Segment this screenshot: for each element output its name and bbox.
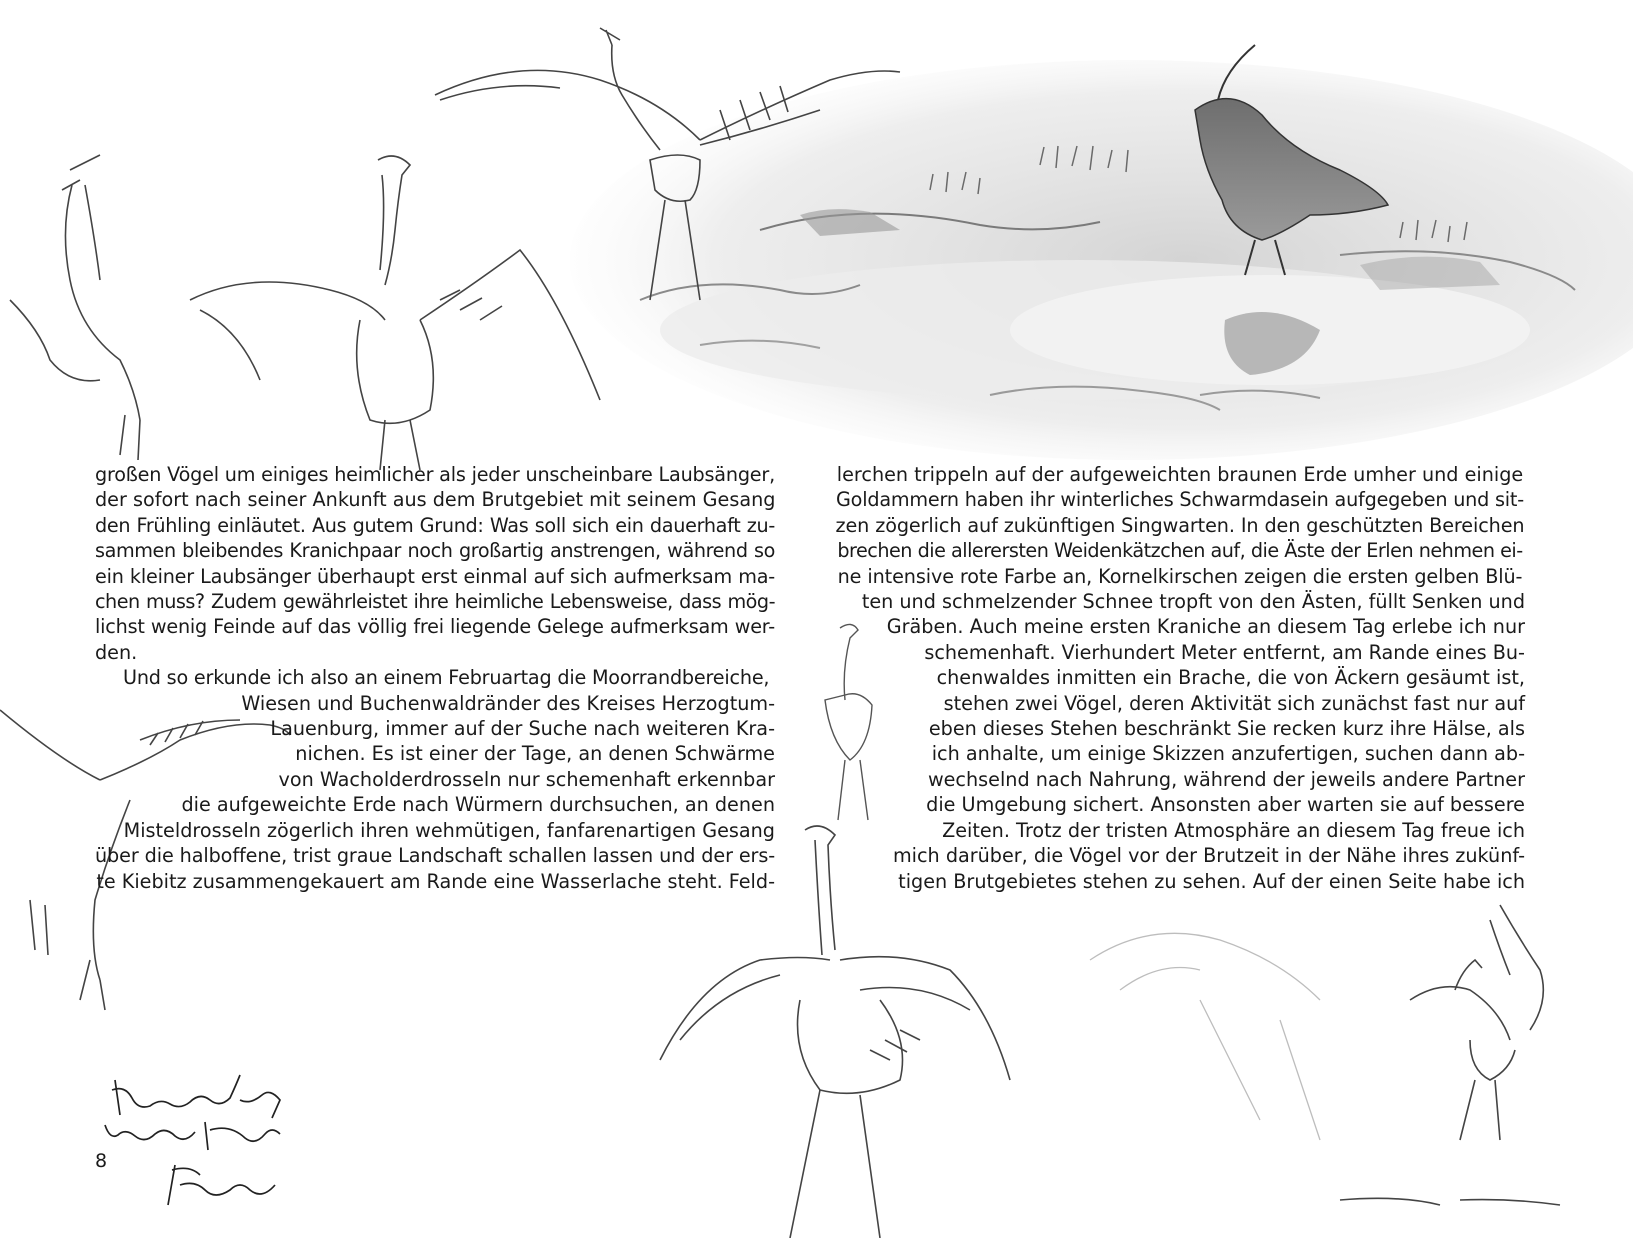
text-line: lichst wenig Feinde auf das völlig frei liegende Gelege aufmerksam wer- xyxy=(95,615,775,639)
text-line: über die halboffene, trist graue Landschaft schallen lassen und der ers- xyxy=(95,844,776,868)
text-column-right xyxy=(835,462,1525,894)
text-line: Goldammern haben ihr winterliches Schwarmdasein aufgegeben und sit- xyxy=(836,488,1524,512)
text-line: den. xyxy=(95,640,138,664)
text-line: brechen die allerersten Weidenkätzchen auf, die Äste der Erlen nehmen ei- xyxy=(837,539,1523,563)
text-line: ich anhalte, um einige Skizzen anzufertigen, suchen dann ab- xyxy=(931,742,1525,766)
text-line: Gräben. Auch meine ersten Kraniche an diesem Tag erlebe ich nur xyxy=(886,615,1525,639)
text-line: lerchen trippeln auf der aufgeweichten braunen Erde umher und einige xyxy=(836,463,1524,486)
text-line: mich darüber, die Vögel vor der Brutzeit in der Nähe ihres zukünf- xyxy=(892,844,1525,868)
text-line: Lauenburg, immer auf der Suche nach weiteren Kra- xyxy=(270,717,775,741)
text-line: wechselnd nach Nahrung, während der jeweils andere Partner xyxy=(927,767,1525,791)
crane-sketch-spread-wings xyxy=(190,156,600,470)
text-line: von Wacholderdrosseln nur schemenhaft erkennbar xyxy=(278,767,775,791)
text-column-left xyxy=(95,462,775,894)
text-line: zen zögerlich auf zukünftigen Singwarten. In den geschützten Bereichen xyxy=(835,513,1525,537)
text-line: nichen. Es ist einer der Tage, an denen Schwärme xyxy=(295,742,775,766)
text-line: Wiesen und Buchenwaldränder des Kreises Herzogtum- xyxy=(241,691,775,715)
text-line: ten und schmelzender Schnee tropft von den Ästen, füllt Senken und xyxy=(861,590,1525,614)
wetland-landscape-sketch xyxy=(570,60,1633,460)
text-line: der sofort nach seiner Ankunft aus dem Brutgebiet mit seinem Gesang xyxy=(95,488,776,512)
crane-sketch-dancing xyxy=(1340,905,1560,1205)
text-line: schemenhaft. Vierhundert Meter entfernt, am Rande eines Bu- xyxy=(924,640,1525,664)
text-line: die aufgeweichte Erde nach Würmern durchsuchen, an denen xyxy=(181,793,775,817)
text-line: den Frühling einläutet. Aus gutem Grund: Was soll sich ein dauerhaft zu- xyxy=(95,513,775,537)
text-line: Misteldrosseln zögerlich ihren wehmütigen, fanfarenartigen Gesang xyxy=(123,818,775,842)
text-line: chenwaldes inmitten ein Brache, die von Äckern gesäumt ist, xyxy=(936,666,1525,690)
page-number: 8 xyxy=(95,1150,108,1172)
text-line: ein kleiner Laubsänger überhaupt erst einmal auf sich aufmerksam ma- xyxy=(95,564,775,588)
handwritten-caption xyxy=(105,1075,280,1205)
text-line: Zeiten. Trotz der tristen Atmosphäre an diesem Tag freue ich xyxy=(942,818,1525,842)
text-line: chen muss? Zudem gewährleistet ihre heimliche Lebensweise, dass mög- xyxy=(95,590,775,614)
text-line: ne intensive rote Farbe an, Kornelkirschen zeigen die ersten gelben Blü- xyxy=(837,564,1523,588)
text-line: sammen bleibendes Kranichpaar noch großartig anstrengen, während so xyxy=(95,539,775,563)
text-line: eben dieses Stehen beschränkt Sie recken kurz ihre Hälse, als xyxy=(928,717,1525,741)
text-line: Und so erkunde ich also an einem Februartag die Moorrandbereiche, xyxy=(123,666,770,690)
text-line: die Umgebung sichert. Ansonsten aber warten sie auf bessere xyxy=(926,793,1525,817)
crane-sketch-faint-group xyxy=(1090,933,1320,1140)
text-line: tigen Brutgebietes stehen zu sehen. Auf der einen Seite habe ich xyxy=(898,869,1525,893)
text-line: stehen zwei Vögel, deren Aktivität sich zunächst fast nur auf xyxy=(943,691,1525,715)
crane-sketch-top-left xyxy=(10,155,140,460)
text-line: großen Vögel um einiges heimlicher als jeder unscheinbare Laubsänger, xyxy=(95,463,775,486)
text-line: te Kiebitz zusammengekauert am Rande eine Wasserlache steht. Feld- xyxy=(96,869,775,893)
